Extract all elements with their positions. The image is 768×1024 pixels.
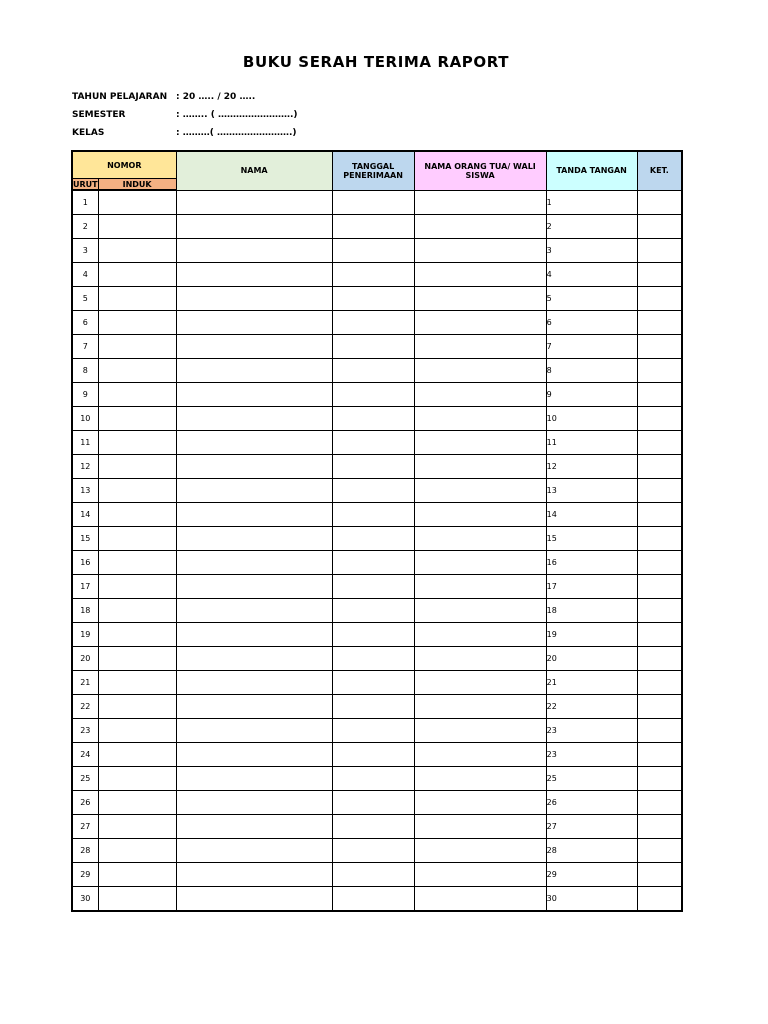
row-number: 7 <box>72 335 98 359</box>
tanggal-cell <box>332 239 414 263</box>
orang-tua-cell <box>414 551 546 575</box>
table-row <box>72 479 682 503</box>
row-number: 30 <box>72 887 98 912</box>
induk-cell <box>98 527 176 551</box>
induk-cell <box>98 455 176 479</box>
orang-tua-cell <box>414 407 546 431</box>
orang-tua-cell <box>414 455 546 479</box>
table-row <box>72 190 682 215</box>
tanggal-cell <box>332 479 414 503</box>
table-row <box>72 263 682 287</box>
table-row <box>72 215 682 239</box>
signature-cell: 27 <box>546 815 637 839</box>
meta-label: KELAS <box>72 128 105 138</box>
row-number: 18 <box>72 599 98 623</box>
signature-cell: 16 <box>546 551 637 575</box>
tanggal-cell <box>332 887 414 912</box>
ket-cell <box>637 551 682 575</box>
nama-cell <box>176 455 332 479</box>
header-nama-orang-tua: NAMA ORANG TUA/ WALI SISWA <box>414 151 546 190</box>
orang-tua-cell <box>414 695 546 719</box>
orang-tua-cell <box>414 863 546 887</box>
ket-cell <box>637 359 682 383</box>
signature-cell: 10 <box>546 407 637 431</box>
signature-cell: 19 <box>546 623 637 647</box>
orang-tua-cell <box>414 239 546 263</box>
tanggal-cell <box>332 839 414 863</box>
tanggal-cell <box>332 190 414 215</box>
orang-tua-cell <box>414 479 546 503</box>
signature-cell: 23 <box>546 743 637 767</box>
nama-cell <box>176 839 332 863</box>
ket-cell <box>637 863 682 887</box>
nama-cell <box>176 647 332 671</box>
tanggal-cell <box>332 335 414 359</box>
row-number: 2 <box>72 215 98 239</box>
orang-tua-cell <box>414 839 546 863</box>
header-tanggal-penerimaan: TANGGAL PENERIMAAN <box>332 151 414 190</box>
meta-tahun-pelajaran <box>72 92 255 102</box>
row-number: 26 <box>72 791 98 815</box>
table-row <box>72 743 682 767</box>
induk-cell <box>98 311 176 335</box>
induk-cell <box>98 215 176 239</box>
meta-value: : 20 ….. / 20 ….. <box>176 92 256 102</box>
signature-cell: 14 <box>546 503 637 527</box>
tanggal-cell <box>332 719 414 743</box>
tanggal-cell <box>332 311 414 335</box>
tanggal-cell <box>332 287 414 311</box>
tanggal-cell <box>332 215 414 239</box>
row-number: 4 <box>72 263 98 287</box>
nama-cell <box>176 575 332 599</box>
induk-cell <box>98 575 176 599</box>
row-number: 23 <box>72 719 98 743</box>
induk-cell <box>98 719 176 743</box>
signature-cell: 29 <box>546 863 637 887</box>
ket-cell <box>637 695 682 719</box>
ket-cell <box>637 599 682 623</box>
tanggal-cell <box>332 407 414 431</box>
ket-cell <box>637 335 682 359</box>
ket-cell <box>637 575 682 599</box>
nama-cell <box>176 623 332 647</box>
ket-cell <box>637 647 682 671</box>
meta-label: SEMESTER <box>72 110 126 120</box>
row-number: 19 <box>72 623 98 647</box>
table-row <box>72 863 682 887</box>
ket-cell <box>637 767 682 791</box>
row-number: 9 <box>72 383 98 407</box>
nama-cell <box>176 527 332 551</box>
table-row <box>72 791 682 815</box>
row-number: 14 <box>72 503 98 527</box>
tanggal-cell <box>332 743 414 767</box>
signature-cell: 12 <box>546 455 637 479</box>
nama-cell <box>176 695 332 719</box>
induk-cell <box>98 815 176 839</box>
induk-cell <box>98 791 176 815</box>
tanggal-cell <box>332 527 414 551</box>
row-number: 29 <box>72 863 98 887</box>
ket-cell <box>637 190 682 215</box>
tanggal-cell <box>332 599 414 623</box>
meta-value: : …….. ( …………………….) <box>176 110 298 120</box>
table-body <box>72 190 682 911</box>
orang-tua-cell <box>414 671 546 695</box>
induk-cell <box>98 407 176 431</box>
tanggal-cell <box>332 647 414 671</box>
ket-cell <box>637 887 682 912</box>
ket-cell <box>637 239 682 263</box>
induk-cell <box>98 767 176 791</box>
nama-cell <box>176 215 332 239</box>
orang-tua-cell <box>414 335 546 359</box>
tanggal-cell <box>332 551 414 575</box>
signature-cell: 6 <box>546 311 637 335</box>
table-row <box>72 383 682 407</box>
tanggal-cell <box>332 263 414 287</box>
tanggal-cell <box>332 791 414 815</box>
row-number: 25 <box>72 767 98 791</box>
tanggal-cell <box>332 383 414 407</box>
table-row <box>72 335 682 359</box>
nama-cell <box>176 190 332 215</box>
table-row <box>72 311 682 335</box>
induk-cell <box>98 695 176 719</box>
orang-tua-cell <box>414 215 546 239</box>
nama-cell <box>176 335 332 359</box>
meta-value: : ………( …………………….) <box>176 128 297 138</box>
row-number: 16 <box>72 551 98 575</box>
induk-cell <box>98 479 176 503</box>
orang-tua-cell <box>414 311 546 335</box>
row-number: 6 <box>72 311 98 335</box>
nama-cell <box>176 503 332 527</box>
induk-cell <box>98 359 176 383</box>
signature-cell: 25 <box>546 767 637 791</box>
table-row <box>72 839 682 863</box>
orang-tua-cell <box>414 623 546 647</box>
ket-cell <box>637 527 682 551</box>
table-row <box>72 647 682 671</box>
ket-cell <box>637 431 682 455</box>
row-number: 5 <box>72 287 98 311</box>
receipt-table <box>71 150 683 912</box>
orang-tua-cell <box>414 190 546 215</box>
orang-tua-cell <box>414 647 546 671</box>
ket-cell <box>637 407 682 431</box>
row-number: 17 <box>72 575 98 599</box>
row-number: 28 <box>72 839 98 863</box>
row-number: 8 <box>72 359 98 383</box>
meta-label: TAHUN PELAJARAN <box>72 92 168 102</box>
orang-tua-cell <box>414 503 546 527</box>
ket-cell <box>637 743 682 767</box>
row-number: 3 <box>72 239 98 263</box>
header-induk: INDUK <box>98 179 176 191</box>
nama-cell <box>176 791 332 815</box>
tanggal-cell <box>332 575 414 599</box>
row-number: 22 <box>72 695 98 719</box>
table-row <box>72 575 682 599</box>
page-title: BUKU SERAH TERIMA RAPORT <box>242 53 510 71</box>
orang-tua-cell <box>414 767 546 791</box>
induk-cell <box>98 887 176 912</box>
ket-cell <box>637 455 682 479</box>
orang-tua-cell <box>414 431 546 455</box>
row-number: 12 <box>72 455 98 479</box>
induk-cell <box>98 263 176 287</box>
signature-cell: 28 <box>546 839 637 863</box>
orang-tua-cell <box>414 287 546 311</box>
row-number: 27 <box>72 815 98 839</box>
row-number: 11 <box>72 431 98 455</box>
tanggal-cell <box>332 671 414 695</box>
tanggal-cell <box>332 863 414 887</box>
header-ket: KET. <box>637 151 682 190</box>
signature-cell: 30 <box>546 887 637 912</box>
nama-cell <box>176 263 332 287</box>
signature-cell: 1 <box>546 190 637 215</box>
table-row <box>72 695 682 719</box>
table-row <box>72 887 682 912</box>
tanggal-cell <box>332 815 414 839</box>
ket-cell <box>637 215 682 239</box>
table-row <box>72 599 682 623</box>
nama-cell <box>176 887 332 912</box>
orang-tua-cell <box>414 887 546 912</box>
orang-tua-cell <box>414 575 546 599</box>
induk-cell <box>98 839 176 863</box>
nama-cell <box>176 767 332 791</box>
signature-cell: 9 <box>546 383 637 407</box>
induk-cell <box>98 671 176 695</box>
meta-kelas <box>72 128 297 138</box>
signature-cell: 11 <box>546 431 637 455</box>
induk-cell <box>98 503 176 527</box>
induk-cell <box>98 287 176 311</box>
tanggal-cell <box>332 623 414 647</box>
nama-cell <box>176 863 332 887</box>
orang-tua-cell <box>414 815 546 839</box>
signature-cell: 8 <box>546 359 637 383</box>
table-row <box>72 551 682 575</box>
orang-tua-cell <box>414 743 546 767</box>
ket-cell <box>637 791 682 815</box>
orang-tua-cell <box>414 791 546 815</box>
nama-cell <box>176 239 332 263</box>
nama-cell <box>176 407 332 431</box>
signature-cell: 23 <box>546 719 637 743</box>
nama-cell <box>176 383 332 407</box>
table-row <box>72 623 682 647</box>
row-number: 1 <box>72 190 98 215</box>
row-number: 20 <box>72 647 98 671</box>
nama-cell <box>176 719 332 743</box>
nama-cell <box>176 479 332 503</box>
ket-cell <box>637 311 682 335</box>
signature-cell: 4 <box>546 263 637 287</box>
ket-cell <box>637 503 682 527</box>
ket-cell <box>637 623 682 647</box>
induk-cell <box>98 743 176 767</box>
ket-cell <box>637 839 682 863</box>
table-row <box>72 455 682 479</box>
orang-tua-cell <box>414 527 546 551</box>
induk-cell <box>98 599 176 623</box>
table-row <box>72 431 682 455</box>
signature-cell: 2 <box>546 215 637 239</box>
ket-cell <box>637 479 682 503</box>
signature-cell: 5 <box>546 287 637 311</box>
nama-cell <box>176 551 332 575</box>
signature-cell: 7 <box>546 335 637 359</box>
ket-cell <box>637 719 682 743</box>
table-row <box>72 767 682 791</box>
orang-tua-cell <box>414 263 546 287</box>
induk-cell <box>98 335 176 359</box>
induk-cell <box>98 190 176 215</box>
tanggal-cell <box>332 695 414 719</box>
tanggal-cell <box>332 767 414 791</box>
signature-cell: 21 <box>546 671 637 695</box>
signature-cell: 20 <box>546 647 637 671</box>
nama-cell <box>176 815 332 839</box>
header-nama: NAMA <box>176 151 332 190</box>
nama-cell <box>176 431 332 455</box>
induk-cell <box>98 431 176 455</box>
tanggal-cell <box>332 359 414 383</box>
header-urut: URUT <box>73 179 98 189</box>
row-number: 24 <box>72 743 98 767</box>
header-nomor: NOMOR <box>72 151 176 179</box>
tanggal-cell <box>332 503 414 527</box>
nama-cell <box>176 359 332 383</box>
meta-semester <box>72 110 297 120</box>
induk-cell <box>98 623 176 647</box>
tanggal-cell <box>332 455 414 479</box>
ket-cell <box>637 383 682 407</box>
ket-cell <box>637 671 682 695</box>
ket-cell <box>637 287 682 311</box>
signature-cell: 26 <box>546 791 637 815</box>
signature-cell: 17 <box>546 575 637 599</box>
nama-cell <box>176 287 332 311</box>
orang-tua-cell <box>414 383 546 407</box>
row-number: 21 <box>72 671 98 695</box>
induk-cell <box>98 647 176 671</box>
orang-tua-cell <box>414 599 546 623</box>
table-row <box>72 359 682 383</box>
tanggal-cell <box>332 431 414 455</box>
table-row <box>72 287 682 311</box>
signature-cell: 13 <box>546 479 637 503</box>
induk-cell <box>98 551 176 575</box>
nama-cell <box>176 671 332 695</box>
ket-cell <box>637 815 682 839</box>
table-row <box>72 671 682 695</box>
signature-cell: 3 <box>546 239 637 263</box>
induk-cell <box>98 239 176 263</box>
table-row <box>72 239 682 263</box>
row-number: 13 <box>72 479 98 503</box>
table-row <box>72 527 682 551</box>
table-row <box>72 407 682 431</box>
orang-tua-cell <box>414 359 546 383</box>
nama-cell <box>176 743 332 767</box>
signature-cell: 15 <box>546 527 637 551</box>
nama-cell <box>176 599 332 623</box>
induk-cell <box>98 863 176 887</box>
table-row <box>72 503 682 527</box>
orang-tua-cell <box>414 719 546 743</box>
signature-cell: 18 <box>546 599 637 623</box>
nama-cell <box>176 311 332 335</box>
table-row <box>72 815 682 839</box>
induk-cell <box>98 383 176 407</box>
row-number: 15 <box>72 527 98 551</box>
signature-cell: 22 <box>546 695 637 719</box>
header-tanda-tangan: TANDA TANGAN <box>546 151 637 190</box>
row-number: 10 <box>72 407 98 431</box>
table-row <box>72 719 682 743</box>
ket-cell <box>637 263 682 287</box>
